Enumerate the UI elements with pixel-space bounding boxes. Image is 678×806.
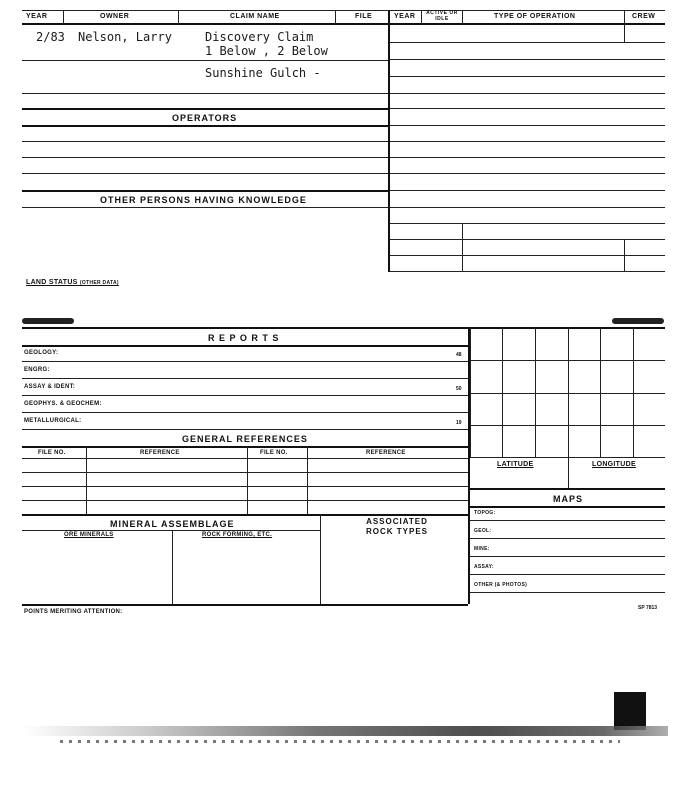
row-line [470,520,665,521]
row-line [22,108,388,110]
col-sep [63,10,64,24]
grid-line [470,327,471,457]
scan-noise-band [22,726,668,736]
map-item-label: MINE: [474,546,490,552]
other-persons-heading: OTHER PERSONS HAVING KNOWLEDGE [100,195,307,205]
col-sep [178,10,179,24]
scan-noise-dots [60,740,620,743]
col-sep [462,223,463,271]
longitude-label: LONGITUDE [592,461,636,468]
latitude-label: LATITUDE [497,461,534,468]
row-line [22,604,468,606]
ref-col-reference-2: REFERENCE [366,450,406,456]
row-line [470,488,665,490]
scan-mark [22,318,74,324]
col-sep [86,446,87,514]
row-line [22,60,388,61]
col-header-type-of-operation: TYPE OF OPERATION [494,13,576,20]
grid-line [600,327,601,457]
col-sep [568,458,569,488]
row-line [22,345,468,347]
row-line [390,190,665,191]
row-line [390,76,665,77]
associated-rock-types-heading: ASSOCIATED ROCK TYPES [365,517,428,536]
row-line [22,412,468,413]
col-sep [172,530,173,604]
row-line [22,458,468,459]
points-meriting-attention: POINTS MERITING ATTENTION: [24,609,123,615]
col-sep [307,446,308,514]
col-sep [462,10,463,24]
row-line [22,93,388,94]
row-line [22,530,320,531]
grid-line [568,327,569,457]
col-header-owner: OWNER [100,13,130,20]
ref-col-reference-1: REFERENCE [140,450,180,456]
row-line [22,429,468,430]
report-number: 50 [456,386,462,392]
operators-heading: OPERATORS [172,113,238,123]
entry-owner: Nelson, Larry [78,30,172,44]
scan-mark [612,318,664,324]
row-line [22,395,468,396]
entry-claim-line-2: 1 Below , 2 Below [205,44,328,58]
row-line [22,125,388,127]
row-line [390,207,665,208]
ref-col-file-no-1: FILE NO. [38,450,66,456]
form-number: SP 7813 [638,605,658,611]
col-sep [247,446,248,514]
ore-minerals-col: ORE MINERALS [64,532,114,538]
top-border [22,10,665,11]
col-header-claim-name: CLAIM NAME [230,13,280,20]
row-line [22,378,468,379]
row-line [390,223,665,224]
row-line [22,446,468,448]
row-line [22,472,468,473]
row-line [390,271,665,272]
grid-line [470,393,665,394]
report-number: 48 [456,352,462,358]
grid-line [535,327,536,457]
col-sep [335,10,336,24]
col-header-crew: CREW [632,13,656,20]
row-line [390,125,665,126]
row-line [22,207,388,208]
row-line [390,157,665,158]
row-line [22,500,468,501]
row-line [22,173,388,174]
row-line [22,486,468,487]
map-item-label: TOPOG: [474,510,496,516]
row-line [22,514,468,516]
col-sep [320,514,321,604]
report-number: 19 [456,420,462,426]
col-header-year: YEAR [26,13,48,20]
grid-line [470,425,665,426]
row-line [470,574,665,575]
row-line [470,592,665,593]
general-references-heading: GENERAL REFERENCES [182,434,308,444]
row-line [22,361,468,362]
row-line [390,141,665,142]
scan-block [614,692,646,730]
land-status-heading: LAND STATUS (OTHER DATA) [26,279,119,286]
row-line [470,506,665,508]
grid-line [633,327,634,457]
grid-line [470,360,665,361]
maps-heading: MAPS [553,494,584,504]
col-sep [624,10,625,42]
col-sep [624,239,625,271]
ref-col-file-no-2: FILE NO. [260,450,288,456]
col-header-year-2: YEAR [394,13,416,20]
header-rule [22,23,665,25]
map-item-label: GEOL: [474,528,492,534]
row-line [390,108,665,109]
col-header-file: FILE [355,13,373,20]
row-line [470,538,665,539]
row-line [22,157,388,158]
row-line [22,190,388,192]
grid-line [502,327,503,457]
col-sep [421,10,422,24]
report-label: ASSAY & IDENT: [24,384,76,390]
entry-year: 2/83 [36,30,65,44]
entry-claim-line-3: Sunshine Gulch - [205,66,321,80]
row-line [390,173,665,174]
mineral-assemblage-heading: MINERAL ASSEMBLAGE [110,519,235,529]
col-header-active-or-idle: ACTIVE OR IDLE [426,10,458,22]
row-line [390,59,665,60]
row-line [470,556,665,557]
rock-forming-col: ROCK FORMING, ETC. [202,532,273,538]
report-label: GEOPHYS. & GEOCHEM: [24,401,102,407]
report-label: ENGRG: [24,367,50,373]
map-item-label: OTHER (& PHOTOS) [474,582,528,588]
report-label: GEOLOGY: [24,350,59,356]
entry-claim-line-1: Discovery Claim [205,30,314,44]
row-line [390,93,665,94]
report-label: METALLURGICAL: [24,418,82,424]
row-line [22,141,388,142]
row-line [390,42,665,43]
reports-heading: R E P O R T S [208,333,280,343]
map-item-label: ASSAY: [474,564,494,570]
